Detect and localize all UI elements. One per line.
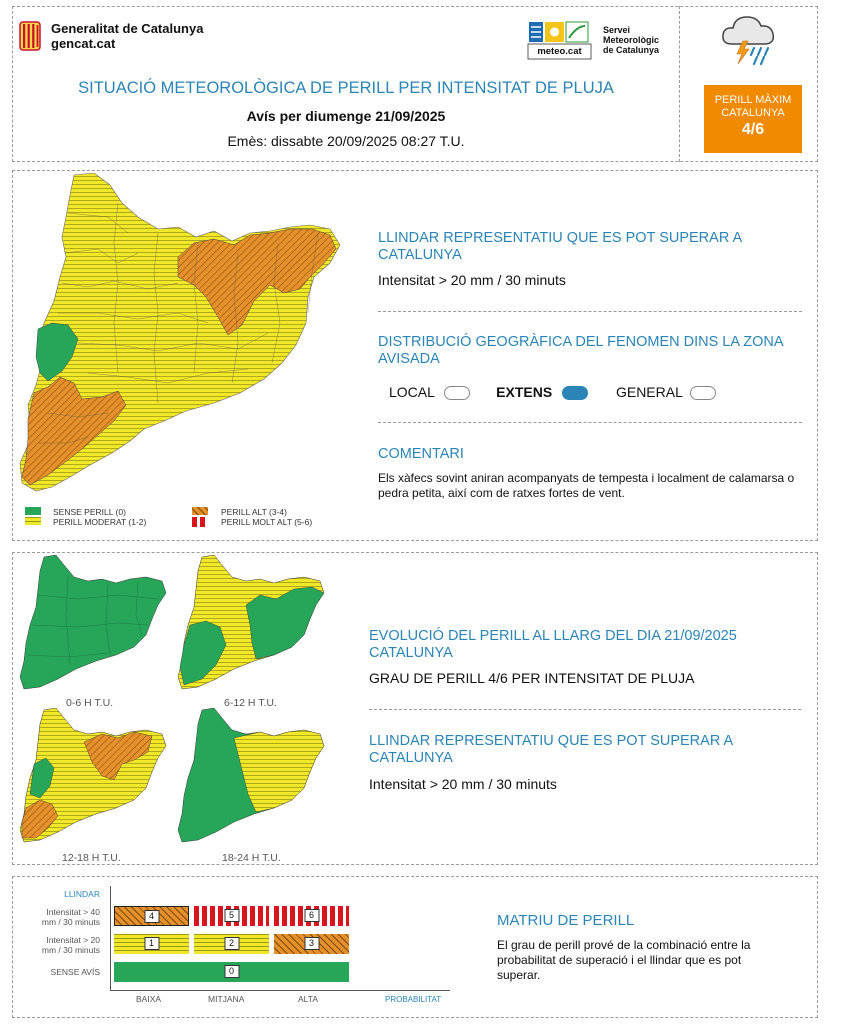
legend-swatch-very-high — [192, 517, 208, 527]
matrix-cell-5-value: 5 — [224, 909, 239, 922]
matrix-row1-label-a: Intensitat > 40 — [46, 907, 100, 917]
header-divider — [679, 6, 680, 162]
matrix-row1-label — [14, 907, 100, 927]
matrix-cell-0 — [114, 962, 349, 982]
map-0-6-label: 0-6 H T.U. — [66, 697, 114, 709]
matrix-x-axis — [110, 990, 450, 991]
evolution-title: EVOLUCIÓ DEL PERILL AL LLARG DEL DIA 21/09/2025 CATALUNYA — [369, 628, 737, 661]
legend-swatch-none — [25, 507, 41, 515]
map-6-12-label: 6-12 H T.U. — [224, 697, 277, 709]
matrix-cell-3 — [274, 934, 349, 954]
warning-day: Avís per diumenge 21/09/2025 — [246, 108, 446, 124]
page-title: SITUACIÓ METEOROLÒGICA DE PERILL PER INTENSITAT DE PLUJA — [78, 79, 614, 97]
distribution-title: DISTRIBUCIÓ GEOGRÀFICA DEL FENOMEN DINS LA ZONA AVISADA — [378, 334, 783, 367]
storm-rain-icon — [716, 8, 784, 68]
legend-none-label: SENSE PERILL (0) — [53, 507, 126, 517]
comment-title: COMENTARI — [378, 446, 464, 462]
matrix-cell-2 — [194, 934, 269, 954]
legend-very-high-label: PERILL MOLT ALT (5-6) — [221, 517, 313, 527]
separator — [378, 311, 802, 312]
smc-line3: de Catalunya — [603, 45, 660, 55]
max-danger-label2: CATALUNYA — [721, 107, 785, 119]
generalitat-logo — [19, 21, 41, 51]
matrix-row1-label-b: mm / 30 minuts — [41, 917, 100, 927]
smc-line2: Meteorològic — [603, 35, 660, 45]
dist-local-toggle — [444, 386, 470, 400]
matrix-cell-6 — [274, 906, 349, 926]
matrix-text: El grau de perill prové de la combinació entre la probabilitat de superació i el llindar que es pot superar. — [497, 938, 751, 982]
matrix-x-baixa: BAIXA — [136, 994, 162, 1004]
threshold-title: LLINDAR REPRESENTATIU QUE ES POT SUPERAR A CATALUNYA — [378, 230, 742, 263]
matrix-cell-5 — [194, 906, 269, 926]
max-danger-value: 4/6 — [741, 121, 765, 138]
matrix-row2-label — [14, 935, 100, 955]
evolution-threshold-value: Intensitat > 20 mm / 30 minuts — [369, 776, 557, 792]
smc-line1: Servei — [603, 25, 631, 35]
legend-moderate-label: PERILL MODERAT (1-2) — [53, 517, 147, 527]
danger-grade-text: GRAU DE PERILL 4/6 PER INTENSITAT DE PLUJA — [369, 670, 695, 686]
matrix-cell-2-value: 2 — [224, 937, 239, 950]
matrix-cell-4 — [114, 906, 189, 926]
matrix-llindar-label: LLINDAR — [64, 889, 100, 899]
matrix-row2-label-a: Intensitat > 20 — [46, 935, 100, 945]
map-12-18-label: 12-18 H T.U. — [62, 852, 121, 864]
main-risk-map — [18, 173, 346, 499]
smc-name — [603, 25, 659, 55]
matrix-x-alta: ALTA — [298, 994, 318, 1004]
dist-general-toggle — [690, 386, 716, 400]
legend-high-label: PERILL ALT (3-4) — [221, 507, 287, 517]
meteocat-logo-text: meteo.cat — [537, 46, 582, 57]
comment-text: Els xàfecs sovint aniran acompanyats de tempesta i localment de calamarsa o pedra petita, així com de ratxes fortes de vent. — [378, 471, 795, 500]
map-6-12 — [176, 555, 326, 695]
matrix-cell-1-value: 1 — [144, 937, 159, 950]
matrix-x-mitjana: MITJANA — [208, 994, 245, 1004]
legend-swatch-high — [192, 507, 208, 515]
matrix-cell-0-value: 0 — [224, 965, 239, 978]
map-0-6 — [18, 555, 168, 695]
threshold-value: Intensitat > 20 mm / 30 minuts — [378, 272, 566, 288]
matrix-row3-label: SENSE AVÍS — [50, 967, 100, 977]
org-name — [51, 21, 203, 51]
dist-extens-label: EXTENS — [496, 384, 553, 400]
distribution-options — [389, 384, 716, 400]
matrix-cell-1 — [114, 934, 189, 954]
matrix-x-probabilitat: PROBABILITAT — [385, 995, 442, 1004]
legend-swatch-moderate — [25, 517, 41, 525]
meteocat-logo — [527, 20, 592, 60]
matrix-cell-6-value: 6 — [304, 909, 319, 922]
dist-general-label: GENERAL — [615, 384, 683, 400]
matrix-cell-4-value: 4 — [144, 910, 159, 923]
emitted-time: Emès: dissabte 20/09/2025 08:27 T.U. — [227, 133, 465, 149]
dist-extens-toggle — [562, 386, 588, 400]
dist-local-label: LOCAL — [389, 384, 435, 400]
map-12-18 — [18, 708, 168, 848]
matrix-row2-label-b: mm / 30 minuts — [41, 945, 100, 955]
matrix-y-axis — [110, 886, 111, 991]
evolution-threshold-title: LLINDAR REPRESENTATIU QUE ES POT SUPERAR A CATALUNYA — [369, 733, 733, 766]
map-18-24-label: 18-24 H T.U. — [222, 852, 281, 864]
max-danger-badge — [704, 85, 802, 153]
org-line1: Generalitat de Catalunya — [51, 21, 204, 36]
org-line2: gencat.cat — [51, 36, 116, 51]
separator — [369, 709, 801, 710]
matrix-cell-3-value: 3 — [304, 937, 319, 950]
matrix-title: MATRIU DE PERILL — [497, 912, 635, 929]
map-18-24 — [176, 708, 326, 848]
max-danger-label1: PERILL MÀXIM — [714, 94, 792, 106]
separator — [378, 422, 802, 423]
